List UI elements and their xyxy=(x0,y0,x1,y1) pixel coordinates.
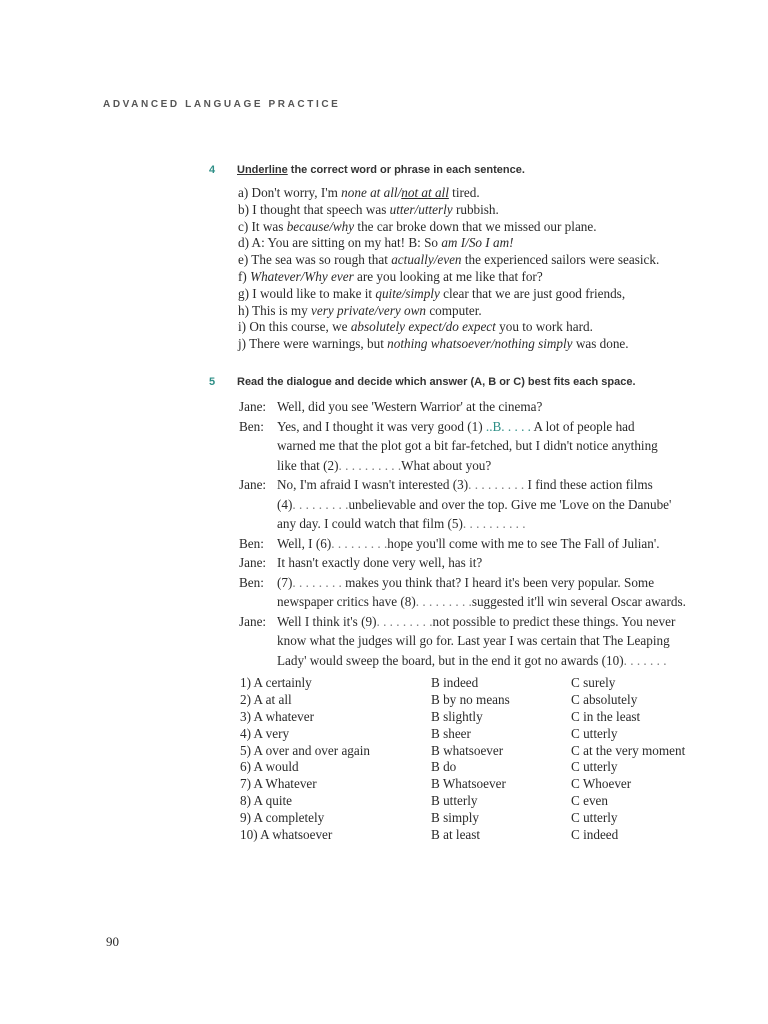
sentence-text-end: the car broke down that we missed our plane. xyxy=(354,218,597,234)
option-two: do expect xyxy=(445,319,496,335)
sentence-text: i) On this course, we xyxy=(238,319,351,335)
sentence-text: b) I thought that speech was xyxy=(238,201,390,217)
dialogue-text: A lot of people had xyxy=(530,418,635,434)
option-one: quite xyxy=(375,285,402,301)
dialogue-line xyxy=(239,651,729,671)
option-two: why xyxy=(332,218,355,234)
option-separator: / xyxy=(329,218,333,234)
sentence-line xyxy=(238,336,659,353)
option-b: B indeed xyxy=(431,675,479,690)
sentence-line xyxy=(238,185,659,202)
sentence-text: h) This is my xyxy=(238,302,312,318)
option-a: 6) A would xyxy=(240,759,299,775)
exercise-4-instruction xyxy=(237,164,525,176)
dialogue-text: know what the judges will go for. Last year I was certain that The Leaping xyxy=(277,633,670,648)
dialogue-text: unbelievable and over the top. Give me 'Love on the Danube' xyxy=(348,496,672,512)
option-two: even xyxy=(437,252,462,268)
option-separator: / xyxy=(490,336,495,352)
answer-gap: . . . . . . . xyxy=(623,652,667,668)
dialogue-text: Well, did you see 'Western Warrior' at the cinema? xyxy=(277,399,543,414)
sentence-text: j) There were warnings, but xyxy=(238,336,388,352)
dialogue-text: I find these action films xyxy=(527,477,653,492)
option-a: 7) A Whatever xyxy=(240,776,317,792)
sentence-text: d) A: You are sitting on my hat! B: So xyxy=(238,235,442,251)
sentence-text-end: computer. xyxy=(426,302,482,318)
option-two: utterly xyxy=(418,201,453,217)
exercise-5-number: 5 xyxy=(209,376,216,388)
running-header: ADVANCED LANGUAGE PRACTICE xyxy=(103,99,341,110)
option-c: C Whoever xyxy=(571,776,632,792)
option-one: very private xyxy=(311,302,375,318)
sentence-text: f) xyxy=(238,268,251,284)
option-a: 1) A certainly xyxy=(240,675,312,690)
option-c: C utterly xyxy=(571,725,618,741)
exercise-4-number: 4 xyxy=(209,164,216,176)
option-b: B slightly xyxy=(431,708,483,724)
option-two: nothing simply xyxy=(494,336,573,352)
sentence-text-end: you to work hard. xyxy=(495,319,593,335)
answer-gap: . . . . . . . . . . xyxy=(338,457,402,473)
sentence-text-end: are you looking at me like that for? xyxy=(353,268,543,284)
option-two: simply xyxy=(405,285,440,301)
option-two: So I am! xyxy=(468,235,514,251)
dialogue-line xyxy=(239,495,729,515)
exercise-5-dialogue xyxy=(239,397,729,670)
option-separator: / xyxy=(300,268,305,284)
dialogue-text: (7) xyxy=(277,574,293,590)
sentence-line xyxy=(238,252,659,269)
option-separator: / xyxy=(433,252,438,268)
answer-gap: . . . . . . . . . xyxy=(292,496,349,512)
option-separator: / xyxy=(414,201,419,217)
exercise-4-sentences xyxy=(238,185,659,353)
option-a: 9) A completely xyxy=(240,810,325,826)
dialogue-text: Yes, and I thought it was very good (1) xyxy=(277,418,486,434)
dialogue-line xyxy=(239,514,729,534)
answer-gap: . . . . . . . . xyxy=(292,574,346,590)
answer-gap: . . . . . . . . . xyxy=(415,594,472,609)
option-a: 2) A at all xyxy=(240,691,292,707)
dialogue-text: suggested it'll win several Oscar awards. xyxy=(471,594,686,609)
option-a: 10) A whatsoever xyxy=(240,827,333,843)
sentence-text: c) It was xyxy=(238,218,287,234)
option-separator: / xyxy=(397,185,402,200)
option-two: not at all xyxy=(401,185,449,200)
option-separator: / xyxy=(374,302,379,318)
sentence-text: g) I would like to make it xyxy=(238,285,376,301)
speaker-name: Ben: xyxy=(239,418,264,434)
dialogue-line xyxy=(239,475,729,495)
option-c: C utterly xyxy=(571,810,618,826)
speaker-name: Jane: xyxy=(239,555,267,570)
dialogue-text: (4) xyxy=(277,496,293,512)
speaker-name: Ben: xyxy=(239,574,264,590)
sentence-line xyxy=(238,235,659,252)
sentence-text-end: rubbish. xyxy=(452,201,499,217)
option-b: B utterly xyxy=(431,793,478,809)
dialogue-text: hope you'll come with me to see The Fall of Julian'. xyxy=(387,535,660,551)
sentence-text-end: tired. xyxy=(448,185,480,200)
sentence-text-end: was done. xyxy=(572,336,629,352)
dialogue-line xyxy=(239,573,729,593)
dialogue-line xyxy=(239,592,729,612)
dialogue-line xyxy=(239,456,729,476)
sentence-text-end: clear that we are just good friends, xyxy=(439,285,626,301)
option-separator: / xyxy=(465,235,469,251)
dialogue-text: not possible to predict these things. You never xyxy=(432,613,676,629)
speaker-name: Jane: xyxy=(239,399,267,414)
option-one: Whatever xyxy=(250,268,301,284)
dialogue-text: No, I'm afraid I wasn't interested (3) xyxy=(277,477,469,492)
sentence-line xyxy=(238,202,659,219)
option-c: C surely xyxy=(571,675,616,690)
sentence-line xyxy=(238,286,659,303)
option-c: C utterly xyxy=(571,759,618,775)
answer-gap: . . . . . . . . . . xyxy=(462,516,526,531)
option-one: am I xyxy=(441,235,466,251)
instruction-underline-word: Underline xyxy=(237,164,288,176)
option-one: utter xyxy=(389,201,415,217)
option-a: 8) A quite xyxy=(240,793,293,809)
option-one: actually xyxy=(391,252,434,268)
dialogue-line xyxy=(239,612,729,632)
option-one: because xyxy=(286,218,330,234)
page-number: 90 xyxy=(106,934,119,949)
sentence-line xyxy=(238,303,659,320)
dialogue-text: It hasn't exactly done very well, has it? xyxy=(277,555,483,570)
option-b: B Whatsoever xyxy=(431,776,506,792)
dialogue-line xyxy=(239,631,729,651)
option-a: 3) A whatever xyxy=(240,708,314,724)
answer-gap: . . . . . . . . . xyxy=(331,535,388,551)
option-c: C absolutely xyxy=(571,691,638,707)
option-b: B at least xyxy=(431,827,481,843)
option-two: Why ever xyxy=(304,268,354,284)
sentence-line xyxy=(238,269,659,286)
sentence-text-end: the experienced sailors were seasick. xyxy=(461,252,660,268)
dialogue-text: like that (2) xyxy=(277,457,339,473)
dialogue-line xyxy=(239,397,729,417)
sentence-text: e) The sea was so rough that xyxy=(238,252,392,268)
dialogue-text: What about you? xyxy=(401,457,492,473)
option-c: C at the very moment xyxy=(571,742,686,758)
dialogue-line xyxy=(239,534,729,554)
option-c: C indeed xyxy=(571,827,619,843)
option-b: B whatsoever xyxy=(431,742,504,758)
dialogue-line xyxy=(239,553,729,573)
dialogue-text: any day. I could watch that film (5) xyxy=(277,516,463,531)
option-b: B do xyxy=(431,759,457,775)
speaker-name: Ben: xyxy=(239,535,264,551)
sentence-text: a) Don't worry, I'm xyxy=(238,185,342,200)
speaker-name: Jane: xyxy=(239,477,267,492)
instruction-text: the correct word or phrase in each sentence. xyxy=(287,164,525,176)
option-one: none at all xyxy=(341,185,398,200)
option-b: B simply xyxy=(431,810,479,826)
dialogue-text: Lady' would sweep the board, but in the end it got no awards (10) xyxy=(277,652,624,668)
option-separator: / xyxy=(442,319,446,335)
dialogue-text: makes you think that? I heard it's been very popular. Some xyxy=(345,574,655,590)
option-separator: / xyxy=(401,285,406,301)
dialogue-text: newspaper critics have (8) xyxy=(277,594,416,609)
exercise-5-instruction: Read the dialogue and decide which answer (A, B or C) best fits each space. xyxy=(237,376,636,388)
option-one: nothing whatsoever xyxy=(387,336,491,352)
option-b: B by no means xyxy=(431,691,510,707)
dialogue-text: Well, I (6) xyxy=(277,535,332,551)
sentence-line xyxy=(238,219,659,236)
option-c: C even xyxy=(571,793,608,809)
option-two: very own xyxy=(378,302,427,318)
answer-gap: ..B. . . . . xyxy=(485,418,531,434)
dialogue-text: Well I think it's (9) xyxy=(277,613,377,629)
dialogue-line xyxy=(239,417,729,437)
dialogue-text: warned me that the plot got a bit far-fetched, but I didn't notice anything xyxy=(277,438,658,453)
answer-gap: . . . . . . . . . xyxy=(468,477,528,492)
option-a: 4) A very xyxy=(240,725,290,741)
sentence-line xyxy=(238,319,659,336)
option-a: 5) A over and over again xyxy=(240,742,370,758)
option-b: B sheer xyxy=(431,725,471,741)
speaker-name: Jane: xyxy=(239,613,267,629)
option-c: C in the least xyxy=(571,708,641,724)
option-one: absolutely expect xyxy=(350,319,442,335)
answer-gap: . . . . . . . . . xyxy=(376,613,433,629)
dialogue-line xyxy=(239,436,729,456)
